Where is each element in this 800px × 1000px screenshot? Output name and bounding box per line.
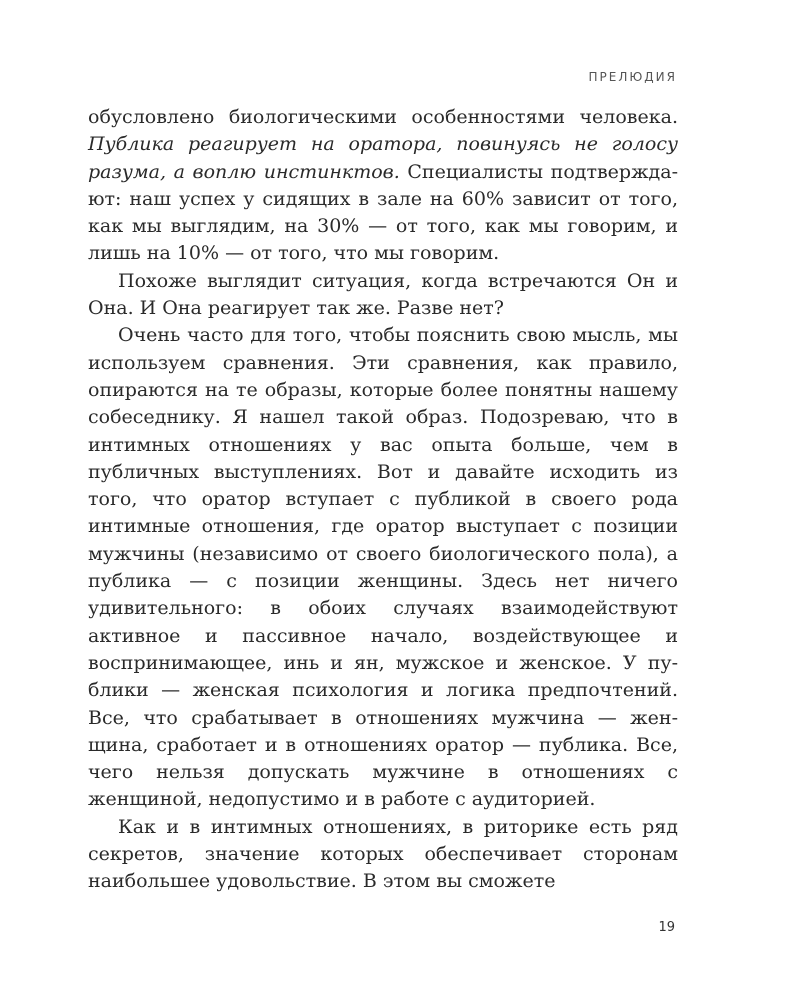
page-number: 19 — [658, 920, 675, 935]
paragraph-4: Как и в интимных отношениях, в риторике есть ряд секретов, значение которых обеспечивает сторонам наибольшее удовольствие. В этом вы сможете — [88, 815, 678, 893]
paragraph-1-text-a: обусловлено биологическими особенностями человека. — [88, 106, 678, 128]
paragraph-1 — [88, 104, 678, 268]
running-head: ПРЕЛЮДИЯ — [588, 70, 677, 84]
paragraph-2: Похоже выглядит ситуация, когда встречаются Он и Она. И Она реагирует так же. Разве нет? — [88, 269, 678, 320]
paragraph-1-text-b: Специалисты подтверждают: наш успех у сидящих в зале на 60% зависит от того, как мы выглядим, на 30% — от того, как мы говорим, и лишь на 10% — от того, что мы говорим. — [88, 160, 679, 265]
body-text — [88, 104, 678, 896]
paragraph-3: Очень часто для того, чтобы пояснить свою мысль, мы используем сравнения. Эти сравнения, как правило, опираются на те образы, которые более понятны нашему собеседнику. Я нашел такой образ. Подозреваю, что в интимных отношениях у вас опыта больше, чем в публичных выступлениях. Вот и давайте исходить из того, что оратор вступает с публикой в своего рода интимные отношения, где оратор выступает с позиции мужчины (независимо от своего биологического пола), а публика — с позиции женщины. Здесь нет ничего удивительного: в обоих случаях взаимодействуют активное и пассивное начало, воздействующее и воспринимающее, инь и ян, мужское и женское. У публики — женская психология и логика предпочтений. Все, что срабатывает в отношениях мужчина — женщина, сработает и в отношениях оратор — публика. Все, чего нельзя допускать мужчине в отношениях с женщиной, недопустимо и в работе с аудиторией. — [88, 324, 678, 811]
paragraph-1-italic: Публика реагирует на оратора, повинуясь не голосу разума, а воплю инстинктов. — [88, 133, 678, 183]
